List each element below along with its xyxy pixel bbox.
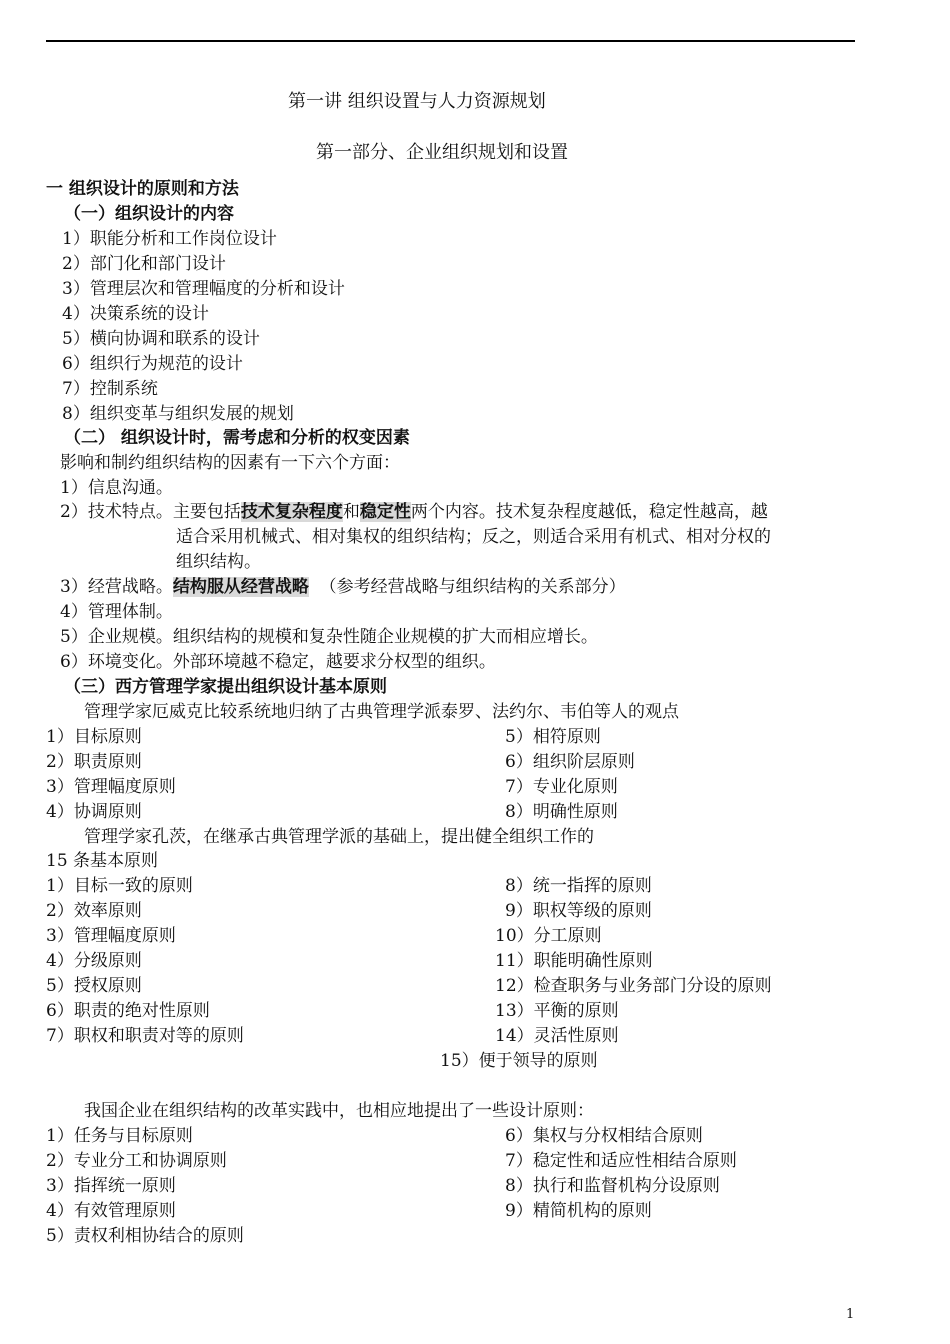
principle-item: 2）专业分工和协调原则 bbox=[46, 1151, 227, 1171]
principle-item: 7）职权和职责对等的原则 bbox=[46, 1026, 244, 1046]
factor-text: 3）经营战略。 bbox=[60, 577, 173, 597]
list-item: 2）部门化和部门设计 bbox=[62, 254, 226, 274]
highlight-term: 技术复杂程度 bbox=[240, 502, 343, 522]
header-rule bbox=[46, 40, 855, 42]
subsection-heading-3: （三）西方管理学家提出组织设计基本原则 bbox=[64, 677, 387, 697]
list-item: 5）横向协调和联系的设计 bbox=[62, 329, 260, 349]
factor-text: 和 bbox=[342, 502, 360, 522]
list-item: 6）组织行为规范的设计 bbox=[62, 354, 243, 374]
list-item: 7）控制系统 bbox=[62, 379, 158, 399]
principle-item: 1）目标一致的原则 bbox=[46, 876, 193, 896]
list-item: 1）职能分析和工作岗位设计 bbox=[62, 229, 277, 249]
principle-item: 2）效率原则 bbox=[46, 901, 142, 921]
principle-item: 7）专业化原则 bbox=[505, 777, 618, 797]
factor-text: 2）技术特点。主要包括 bbox=[60, 502, 241, 522]
principle-item: 15）便于领导的原则 bbox=[440, 1051, 598, 1071]
factor-item: 6）环境变化。外部环境越不稳定，越要求分权型的组织。 bbox=[60, 652, 496, 672]
factor-continuation: 组织结构。 bbox=[176, 552, 261, 572]
principle-item: 5）相符原则 bbox=[505, 727, 601, 747]
principle-item: 9）精简机构的原则 bbox=[505, 1201, 652, 1221]
subsection-heading-2: （二） 组织设计时，需考虑和分析的权变因素 bbox=[64, 428, 410, 448]
principle-item: 1）目标原则 bbox=[46, 727, 142, 747]
paragraph-intro-continued: 15 条基本原则 bbox=[46, 851, 159, 871]
paragraph-intro: 管理学家厄威克比较系统地归纳了古典管理学派泰罗、法约尔、韦伯等人的观点 bbox=[84, 702, 679, 722]
principle-item: 13）平衡的原则 bbox=[495, 1001, 619, 1021]
principle-item: 4）有效管理原则 bbox=[46, 1201, 176, 1221]
principle-item: 8）执行和监督机构分设原则 bbox=[505, 1176, 720, 1196]
principle-item: 3）管理幅度原则 bbox=[46, 777, 176, 797]
paragraph-intro: 影响和制约组织结构的因素有一下六个方面： bbox=[60, 453, 400, 473]
principle-item: 8）统一指挥的原则 bbox=[505, 876, 652, 896]
page-number: 1 bbox=[846, 1307, 855, 1322]
section-heading-1: 一 组织设计的原则和方法 bbox=[46, 179, 239, 199]
paragraph-intro: 管理学家孔茨，在继承古典管理学派的基础上，提出健全组织工作的 bbox=[84, 827, 594, 847]
principle-item: 6）职责的绝对性原则 bbox=[46, 1001, 210, 1021]
principle-item: 6）集权与分权相结合原则 bbox=[505, 1126, 703, 1146]
factor-item: 5）企业规模。组织结构的规模和复杂性随企业规模的扩大而相应增长。 bbox=[60, 627, 598, 647]
factor-item bbox=[60, 577, 626, 597]
list-item: 4）决策系统的设计 bbox=[62, 304, 209, 324]
principle-item: 4）分级原则 bbox=[46, 951, 142, 971]
factor-item: 1）信息沟通。 bbox=[60, 478, 173, 498]
highlight-term: 稳定性 bbox=[359, 502, 411, 522]
page-title: 第一讲 组织设置与人力资源规划 bbox=[288, 91, 546, 112]
highlight-term: 结构服从经营战略 bbox=[172, 577, 309, 597]
principle-item: 9）职权等级的原则 bbox=[505, 901, 652, 921]
principle-item: 8）明确性原则 bbox=[505, 802, 618, 822]
principle-item: 10）分工原则 bbox=[495, 926, 602, 946]
list-item: 3）管理层次和管理幅度的分析和设计 bbox=[62, 279, 345, 299]
factor-continuation: 适合采用机械式、相对集权的组织结构；反之，则适合采用有机式、相对分权的 bbox=[176, 527, 771, 547]
page-subtitle: 第一部分、企业组织规划和设置 bbox=[316, 142, 568, 163]
principle-item: 5）责权利相协结合的原则 bbox=[46, 1226, 244, 1246]
subsection-heading-1: （一）组织设计的内容 bbox=[64, 204, 234, 224]
principle-item: 7）稳定性和适应性相结合原则 bbox=[505, 1151, 737, 1171]
paragraph-intro: 我国企业在组织结构的改革实践中，也相应地提出了一些设计原则： bbox=[84, 1101, 594, 1121]
principle-item: 11）职能明确性原则 bbox=[495, 951, 653, 971]
principle-item: 3）指挥统一原则 bbox=[46, 1176, 176, 1196]
factor-item bbox=[60, 502, 768, 522]
factor-item: 4）管理体制。 bbox=[60, 602, 173, 622]
factor-text: 两个内容。技术复杂程度越低，稳定性越高，越 bbox=[410, 502, 768, 522]
principle-item: 4）协调原则 bbox=[46, 802, 142, 822]
factor-text: （参考经营战略与组织结构的关系部分） bbox=[319, 577, 626, 597]
principle-item: 2）职责原则 bbox=[46, 752, 142, 772]
principle-item: 12）检查职务与业务部门分设的原则 bbox=[495, 976, 772, 996]
principle-item: 1）任务与目标原则 bbox=[46, 1126, 193, 1146]
principle-item: 14）灵活性原则 bbox=[495, 1026, 619, 1046]
principle-item: 3）管理幅度原则 bbox=[46, 926, 176, 946]
principle-item: 5）授权原则 bbox=[46, 976, 142, 996]
principle-item: 6）组织阶层原则 bbox=[505, 752, 635, 772]
list-item: 8）组织变革与组织发展的规划 bbox=[62, 404, 294, 424]
